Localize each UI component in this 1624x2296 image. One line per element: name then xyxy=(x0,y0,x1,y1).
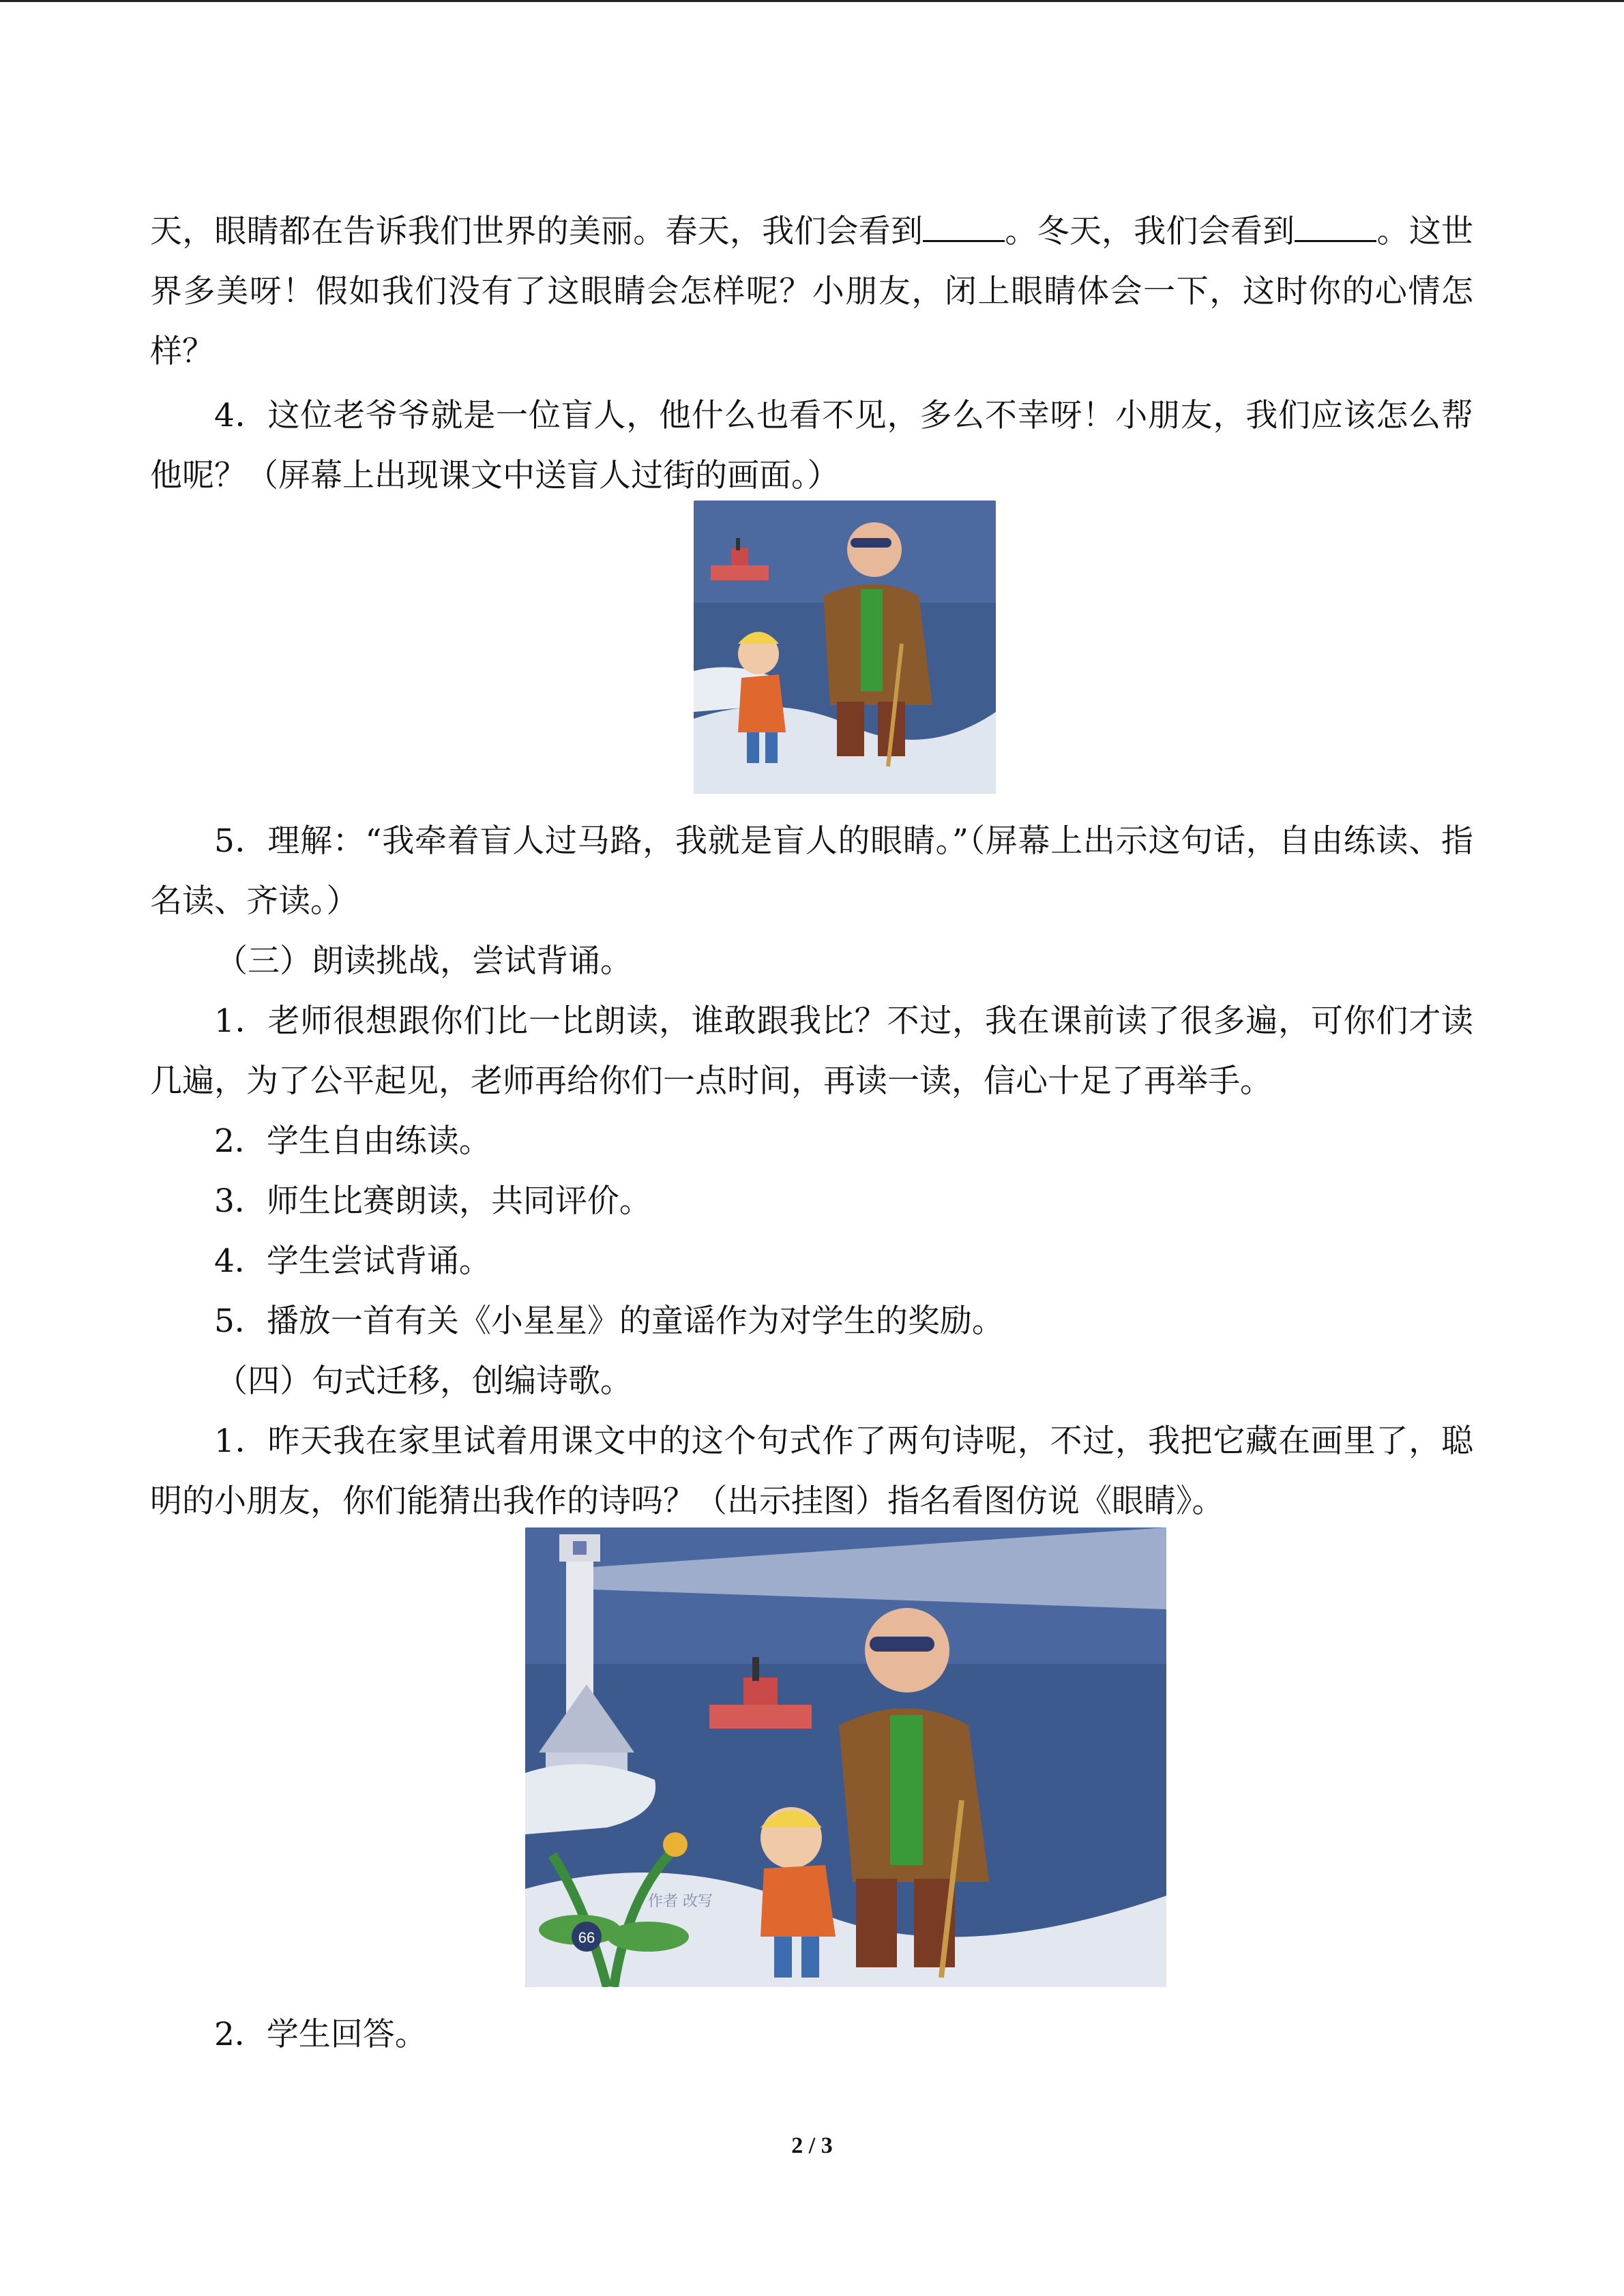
illustration-blind-man-large xyxy=(525,1527,1166,1987)
paragraph-understanding: 5．理解：“我牵着盲人过马路，我就是盲人的眼睛。”（屏幕上出示这句话，自由练读、指名读、齐读。） xyxy=(150,822,1473,920)
section-heading-4: （四）句式迁移，创编诗歌。 xyxy=(216,1362,632,1400)
paragraph-step-2: 2．学生自由练读。 xyxy=(214,1122,491,1160)
page-badge-number: 66 xyxy=(578,1929,595,1946)
text-run: 。冬天，我们会看到 xyxy=(1005,213,1295,250)
paragraph-step-5: 5．播放一首有关《小星星》的童谣作为对学生的奖励。 xyxy=(214,1302,1004,1340)
top-border-line xyxy=(0,0,1624,2)
paragraph-student-answer: 2．学生回答。 xyxy=(214,2016,427,2053)
text-run: 。这世界多美呀！假如我们没有了这眼睛会怎样呢？小朋友，闭上眼睛体会一下，这时你的心情怎样？ xyxy=(150,213,1474,370)
blind-man-scene-large xyxy=(525,1527,1166,1987)
fill-blank-spring[interactable] xyxy=(923,214,1005,242)
blind-man-scene-small xyxy=(694,501,996,794)
paragraph-step-4: 4．学生尝试背诵。 xyxy=(214,1242,491,1280)
text-run: 天，眼睛都在告诉我们世界的美丽。春天，我们会看到 xyxy=(150,213,924,250)
section-heading-3: （三）朗读挑战，尝试背诵。 xyxy=(216,942,632,980)
paragraph-step-3: 3．师生比赛朗读，共同评价。 xyxy=(214,1182,651,1220)
paragraph-reading-challenge: 1．老师很想跟你们比一比朗读，谁敢跟我比？不过，我在课前读了很多遍，可你们才读几遍，为了公平起见，老师再给你们一点时间，再读一读，信心十足了再举手。 xyxy=(150,1002,1473,1100)
paragraph-blind-grandpa: 4．这位老爷爷就是一位盲人，他什么也看不见，多么不幸呀！小朋友，我们应该怎么帮他呢？（屏幕上出现课文中送盲人过街的画面。） xyxy=(150,397,1473,494)
illustration-blind-man-small xyxy=(694,501,996,794)
page-number: 2 / 3 xyxy=(791,2133,833,2158)
faint-caption-text: 作者 改写 xyxy=(648,1893,713,1910)
paragraph-poem-task: 1．昨天我在家里试着用课文中的这个句式作了两句诗呢，不过，我把它藏在画里了，聪明的小朋友，你们能猜出我作的诗吗？（出示挂图）指名看图仿说《眼睛》。 xyxy=(150,1422,1473,1520)
paragraph-seasons xyxy=(150,202,1473,382)
page-badge xyxy=(572,1922,602,1952)
fill-blank-winter[interactable] xyxy=(1295,214,1376,242)
